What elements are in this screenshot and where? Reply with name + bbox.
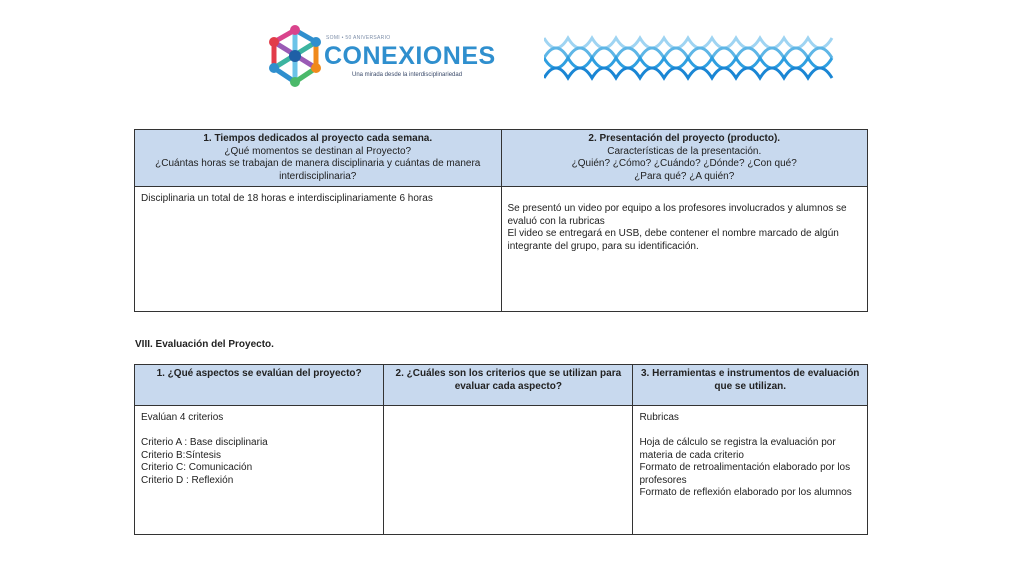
criteria-header xyxy=(384,365,633,406)
tools-cell xyxy=(633,406,868,535)
logo-tagline: Una mirada desde la interdisciplinariedad xyxy=(352,72,463,78)
tools-cell-text: Rubricas Hoja de cálculo se registra la evaluación por materia de cada criterio Formato de retroalimentación elaborado por los profesores Formato de reflexión elaborado por los alumnos xyxy=(639,412,852,498)
presentation-header xyxy=(501,130,868,187)
tools-header xyxy=(633,365,868,406)
section-title: VIII. Evaluación del Proyecto. xyxy=(135,339,274,350)
project-time-table xyxy=(134,129,868,312)
presentation-header-sub: Características de la presentación. ¿Quién? ¿Cómo? ¿Cuándo? ¿Dónde? ¿Con qué? ¿Para qué? ¿A quién? xyxy=(571,145,797,182)
logo-title: CONEXIONES xyxy=(324,42,496,70)
criteria-header-title: 2. ¿Cuáles son los criterios que se utilizan para evaluar cada aspecto? xyxy=(395,368,622,392)
tools-header-title: 3. Herramientas e instrumentos de evaluación que se utilizan. xyxy=(641,368,860,392)
time-cell-text: Disciplinaria un total de 18 horas e interdisciplinariamente 6 horas xyxy=(141,193,433,204)
presentation-header-title: 2. Presentación del proyecto (producto). xyxy=(588,133,781,144)
aspects-header-title: 1. ¿Qué aspectos se evalúan del proyecto? xyxy=(156,368,362,379)
time-header-sub: ¿Qué momentos se destinan al Proyecto? ¿Cuántas horas se trabajan de manera disciplinaria y cuántas de manera interdisciplinaria? xyxy=(155,145,481,182)
time-header xyxy=(135,130,502,187)
aspects-cell xyxy=(135,406,384,535)
conexiones-logo xyxy=(268,22,496,92)
time-cell xyxy=(135,187,502,312)
criteria-cell xyxy=(384,406,633,535)
aspects-header xyxy=(135,365,384,406)
presentation-cell xyxy=(501,187,868,312)
aspects-cell-text: Evalúan 4 criterios Criterio A : Base disciplinaria Criterio B:Síntesis Criterio C: Comunicación Criterio D : Reflexión xyxy=(141,412,268,486)
project-evaluation-table xyxy=(134,364,868,535)
presentation-cell-text: Se presentó un video por equipo a los profesores involucrados y alumnos se evaluó con la rubricas El video se entregará en USB, debe contener el nombre marcado de algún integrante del grupo, para su identificación. xyxy=(507,203,847,252)
molecule-logo-icon xyxy=(268,24,322,90)
dna-decoration-icon xyxy=(544,30,840,86)
logo-anniversary-text: SOMI • 50 ANIVERSARIO xyxy=(326,35,391,41)
time-header-title: 1. Tiempos dedicados al proyecto cada semana. xyxy=(203,133,433,144)
